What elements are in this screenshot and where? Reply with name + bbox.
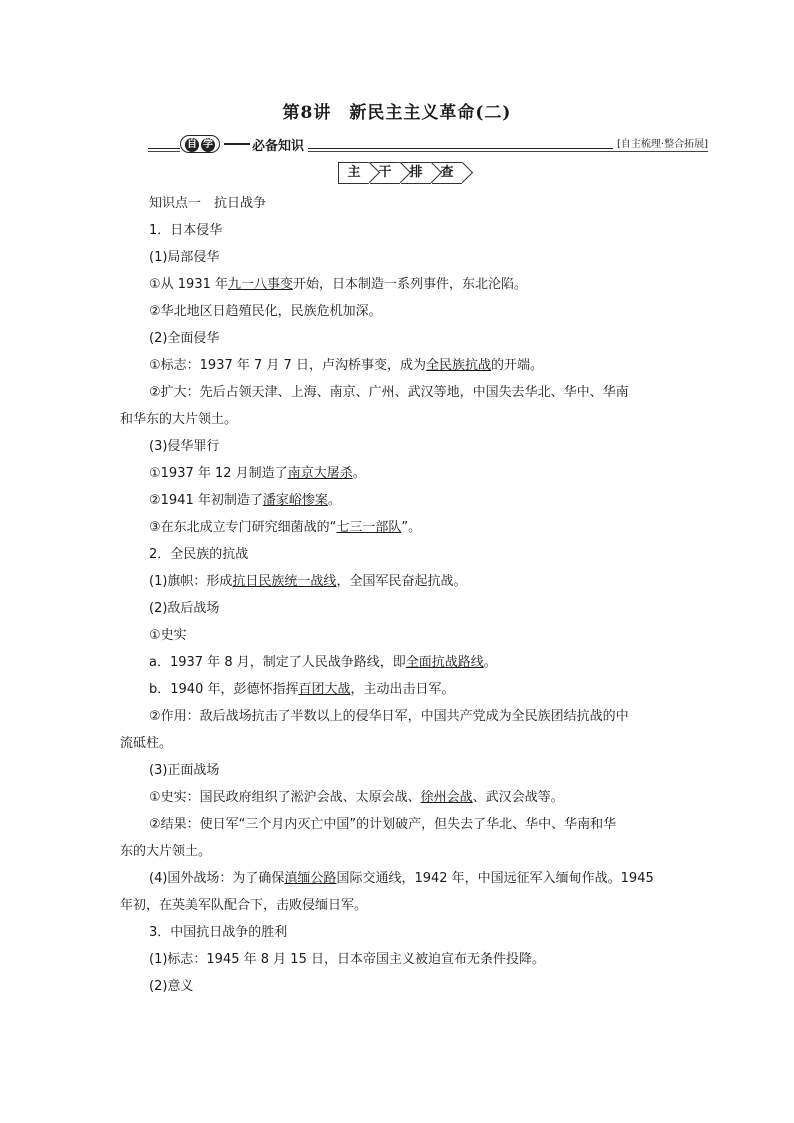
section-banner bbox=[148, 134, 708, 156]
text-run: ”。 bbox=[401, 520, 422, 535]
text-line bbox=[120, 352, 676, 379]
text-run: ③在东北成立专门研究细菌战的“ bbox=[149, 520, 337, 535]
text-run: ①从 1931 年 bbox=[149, 277, 229, 292]
underlined-term: 百团大战 bbox=[298, 682, 351, 697]
text-line bbox=[120, 865, 676, 892]
text-run: 的开端。 bbox=[490, 358, 543, 373]
text-run: (1)旗帜：形成 bbox=[149, 574, 233, 589]
text-line: (2)意义 bbox=[149, 979, 194, 994]
text-line bbox=[120, 676, 676, 703]
banner-heading: 必备知识 bbox=[252, 138, 305, 154]
text-line: (3)侵华罪行 bbox=[149, 439, 220, 454]
text-line: (3)正面战场 bbox=[149, 763, 220, 778]
banner-right-note: [自主梳理·整合拓展] bbox=[613, 135, 708, 150]
text-run: ①史实：国民政府组织了淞沪会战、太原会战、 bbox=[149, 790, 421, 805]
text-run: b．1940 年，彭德怀指挥 bbox=[149, 682, 299, 697]
text-line bbox=[120, 784, 676, 811]
text-run: 、武汉会战等。 bbox=[472, 790, 564, 805]
text-line: ①史实 bbox=[149, 628, 187, 643]
text-run: 。 bbox=[352, 466, 366, 481]
text-line: (1)局部侵华 bbox=[149, 250, 220, 265]
underlined-term: 七三一部队 bbox=[336, 520, 402, 535]
text-line: ②扩大：先后占领天津、上海、南京、广州、武汉等地，中国失去华北、华中、华南 bbox=[149, 385, 629, 400]
text-run: 。 bbox=[327, 493, 341, 508]
text-line bbox=[120, 568, 676, 595]
chevron-label: 主 bbox=[347, 165, 361, 180]
underlined-term: 九一八事变 bbox=[228, 277, 294, 292]
text-line: ②结果：使日军“三个月内灭亡中国”的计划破产，但失去了华北、华中、华南和华 bbox=[149, 817, 617, 832]
text-line: ②作用：敌后战场抗击了半数以上的侵华日军，中国共产党成为全民族团结抗战的中 bbox=[149, 709, 629, 724]
chevron-item bbox=[338, 162, 369, 184]
text-line: 2．全民族的抗战 bbox=[149, 547, 249, 562]
chevron-label: 干 bbox=[378, 165, 392, 180]
text-run: (4)国外战场：为了确保 bbox=[149, 871, 285, 886]
text-run: ②1941 年初制造了 bbox=[149, 493, 263, 508]
text-line: (2)全面侵华 bbox=[149, 331, 220, 346]
text-line: 年初，在英美军队配合下，击败侵缅日军。 bbox=[120, 898, 368, 913]
text-line bbox=[120, 649, 676, 676]
content-body bbox=[120, 190, 676, 1000]
chevron-heading bbox=[338, 162, 463, 184]
text-run: 国际交通线，1942 年，中国远征军入缅甸作战。1945 bbox=[336, 871, 654, 886]
text-line: 1．日本侵华 bbox=[149, 223, 223, 238]
text-line: (2)敌后战场 bbox=[149, 601, 220, 616]
text-run: ①标志：1937 年 7 月 7 日，卢沟桥事变，成为 bbox=[149, 358, 426, 373]
text-line: 3．中国抗日战争的胜利 bbox=[149, 925, 288, 940]
chevron-label: 查 bbox=[440, 165, 454, 180]
banner-label bbox=[180, 134, 308, 154]
text-run: a．1937 年 8 月，制定了人民战争路线，即 bbox=[149, 655, 406, 670]
text-run: ，全国军民奋起抗战。 bbox=[336, 574, 467, 589]
text-line: 和华东的大片领土。 bbox=[120, 412, 238, 427]
text-run: 。 bbox=[483, 655, 497, 670]
badge-char-2: 学 bbox=[203, 139, 213, 150]
underlined-term: 全面抗战路线 bbox=[405, 655, 484, 670]
underlined-term: 南京大屠杀 bbox=[287, 466, 353, 481]
badge-char-1: 自 bbox=[187, 139, 197, 150]
text-line bbox=[120, 460, 676, 487]
page-title: 第8讲 新民主主义革命(二) bbox=[282, 103, 512, 123]
text-line: (1)标志：1945 年 8 月 15 日，日本帝国主义被迫宣布无条件投降。 bbox=[149, 952, 545, 967]
chevron-label: 排 bbox=[409, 165, 423, 180]
text-run: ，主动出击日军。 bbox=[350, 682, 455, 697]
text-line: 东的大片领土。 bbox=[120, 844, 212, 859]
underlined-term: 潘家峪惨案 bbox=[262, 493, 328, 508]
text-line: ②华北地区日趋殖民化，民族危机加深。 bbox=[149, 304, 382, 319]
underlined-term: 滇缅公路 bbox=[284, 871, 337, 886]
underlined-term: 徐州会战 bbox=[420, 790, 473, 805]
text-line: 流砥柱。 bbox=[120, 736, 173, 751]
self-study-badge bbox=[180, 135, 220, 153]
underlined-term: 抗日民族统一战线 bbox=[232, 574, 337, 589]
text-line bbox=[120, 514, 676, 541]
text-line bbox=[120, 487, 676, 514]
text-line: 知识点一 抗日战争 bbox=[149, 196, 267, 211]
text-run: ①1937 年 12 月制造了 bbox=[149, 466, 288, 481]
text-run: 开始，日本制造一系列事件，东北沦陷。 bbox=[293, 277, 528, 292]
underlined-term: 全民族抗战 bbox=[425, 358, 491, 373]
text-line bbox=[120, 271, 676, 298]
banner-dash bbox=[224, 143, 250, 145]
